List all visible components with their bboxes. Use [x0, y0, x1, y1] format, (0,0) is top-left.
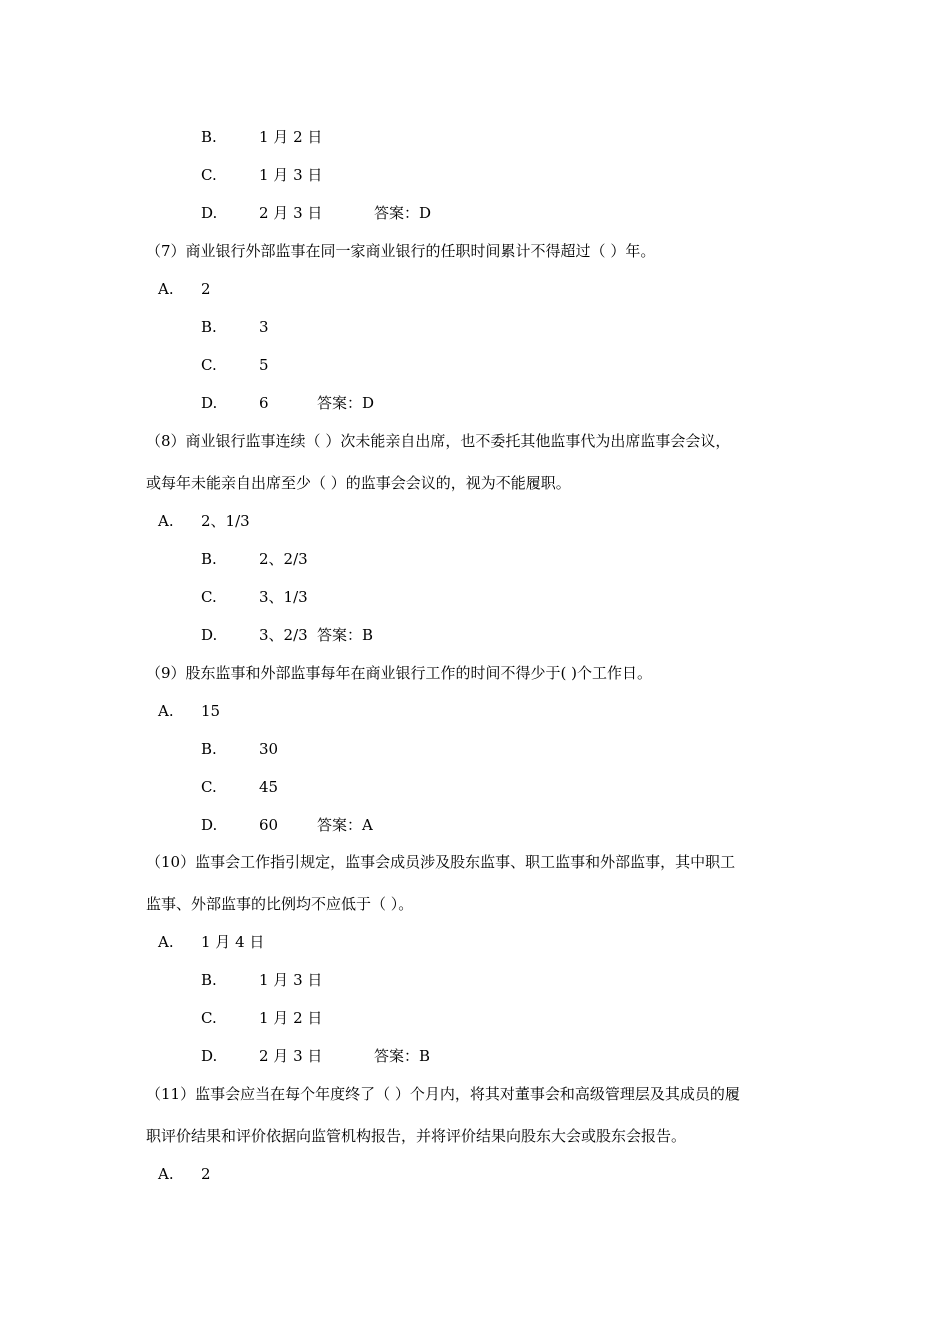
- option-text: 5: [259, 356, 269, 374]
- option-letter: A.: [158, 1165, 174, 1183]
- option-text: 3、1/3: [259, 588, 308, 606]
- option-letter: D.: [201, 1047, 218, 1065]
- option-letter: B.: [201, 318, 217, 336]
- option-letter: B.: [201, 971, 217, 989]
- option-text: 2: [201, 1165, 211, 1183]
- option-text: 2、2/3: [259, 550, 308, 568]
- question-stem-line-2: 监事、外部监事的比例均不应低于（ ）。: [146, 895, 414, 913]
- option-letter: C.: [201, 356, 217, 374]
- option-letter: B.: [201, 740, 217, 758]
- option-letter: A.: [158, 702, 174, 720]
- question-stem: （9）股东监事和外部监事每年在商业银行工作的时间不得少于( )个工作日。: [146, 664, 653, 682]
- option-letter: C.: [201, 778, 217, 796]
- option-text: 45: [259, 778, 279, 796]
- option-text: 2: [201, 280, 211, 298]
- answer-text: 答案：D: [374, 204, 432, 222]
- question-stem-line-1: （8）商业银行监事连续（ ）次未能亲自出席，也不委托其他监事代为出席监事会会议，: [146, 432, 731, 450]
- option-text: 3: [259, 318, 269, 336]
- answer-text: 答案：D: [317, 394, 375, 412]
- option-letter: C.: [201, 166, 217, 184]
- option-letter: A.: [158, 512, 174, 530]
- option-text: 1 月 3 日: [259, 971, 323, 989]
- option-text: 1 月 2 日: [259, 1009, 323, 1027]
- option-text: 30: [259, 740, 279, 758]
- option-letter: C.: [201, 1009, 217, 1027]
- question-stem-line-2: 或每年未能亲自出席至少（ ）的监事会会议的，视为不能履职。: [146, 474, 571, 492]
- option-letter: C.: [201, 588, 217, 606]
- question-stem-line-2: 职评价结果和评价依据向监管机构报告，并将评价结果向股东大会或股东会报告。: [146, 1127, 687, 1145]
- option-text: 2 月 3 日: [259, 1047, 323, 1065]
- option-text: 60: [259, 816, 279, 834]
- option-letter: D.: [201, 816, 218, 834]
- option-text: 1 月 2 日: [259, 128, 323, 146]
- answer-text: 答案：B: [374, 1047, 431, 1065]
- option-text: 15: [201, 702, 221, 720]
- option-letter: D.: [201, 204, 218, 222]
- option-letter: B.: [201, 550, 217, 568]
- option-letter: D.: [201, 626, 218, 644]
- option-text: 3、2/3: [259, 626, 308, 644]
- option-letter: D.: [201, 394, 218, 412]
- question-stem: （7）商业银行外部监事在同一家商业银行的任职时间累计不得超过（ ）年。: [146, 242, 656, 260]
- option-text: 6: [259, 394, 269, 412]
- option-letter: A.: [158, 280, 174, 298]
- option-text: 2 月 3 日: [259, 204, 323, 222]
- answer-text: 答案：A: [317, 816, 373, 834]
- option-letter: B.: [201, 128, 217, 146]
- answer-text: 答案：B: [317, 626, 374, 644]
- question-stem-line-1: （10）监事会工作指引规定，监事会成员涉及股东监事、职工监事和外部监事，其中职工: [146, 853, 736, 871]
- option-text: 1 月 4 日: [201, 933, 265, 951]
- option-letter: A.: [158, 933, 174, 951]
- option-text: 2、1/3: [201, 512, 250, 530]
- option-text: 1 月 3 日: [259, 166, 323, 184]
- question-stem-line-1: （11）监事会应当在每个年度终了（ ）个月内，将其对董事会和高级管理层及其成员的履: [146, 1085, 740, 1103]
